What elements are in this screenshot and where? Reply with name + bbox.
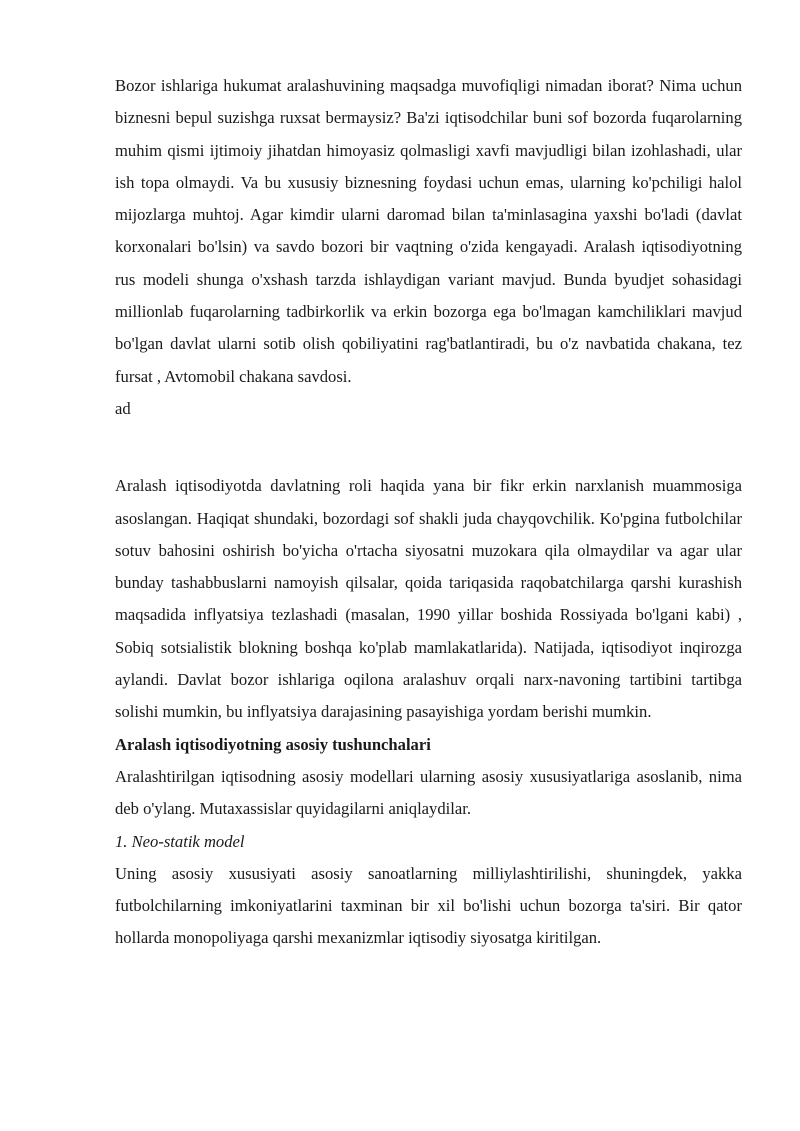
subsection-heading: 1. Neo-statik model	[115, 831, 245, 851]
paragraph-neo-statik: Uning asosiy xususiyati asosiy sanoatlarning milliylashtirilishi, shuningdek, yakka futbolchilarning imkoniyatlarini taxminan bir xil bo'lishi uchun bozorga ta'siri. Bir qator hollarda monopoliyaga qarshi mexanizmlar iqtisodiy siyosatga kiritilgan.	[115, 863, 742, 948]
section-heading: Aralash iqtisodiyotning asosiy tushunchalari	[115, 734, 431, 754]
paragraph-gap	[115, 425, 742, 470]
paragraph-pricing: Aralash iqtisodiyotda davlatning roli haqida yana bir fikr erkin narxlanish muammosiga asoslangan. Haqiqat shundaki, bozordagi sof shakli juda chayqovchilik. Ko'pgina futbolchilar sotuv bahosini oshirish bo'yicha o'rtacha siyosatni muzokara qila olmaydilar va agar ular bunday tashabbuslarni namoyish qilsalar, qoida tariqasida raqobatchilarga qarshi kurashish maqsadida inflyatsiya tezlashadi (masalan, 1990 yillar boshida Rossiyada bo'lgani kabi) , Sobiq sotsialistik blokning boshqa ko'plab mamlakatlarida). Natijada, iqtisodiyot inqirozga aylandi. Davlat bozor ishlariga oqilona aralashuv orqali narx-navoning tartibini tartibga solishi mumkin, bu inflyatsiya darajasining pasayishiga yordam berishi mumkin.	[115, 476, 742, 722]
paragraph-models-intro: Aralashtirilgan iqtisodning asosiy modellari ularning asosiy xususiyatlariga asoslanib, nima deb o'ylang. Mutaxassislar quyidagilarni aniqlaydilar.	[115, 766, 742, 819]
paragraph-market-intervention: Bozor ishlariga hukumat aralashuvining maqsadga muvofiqligi nimadan iborat? Nima uchun biznesni bepul suzishga ruxsat bermaysiz? Ba'zi iqtisodchilar buni sof bozorda fuqarolarning muhim qismi ijtimoiy jihatdan himoyasiz qolmasligi xavfi mavjudligi bilan izohlashadi, ular ish topa olmaydi. Va bu xususiy biznesning foydasi uchun emas, ularning ko'pchiligi halol mijozlarga muhtoj. Agar kimdir ularni daromad bilan ta'minlasagina yaxshi bo'ladi (davlat korxonalari bo'lsin) va savdo bozori bir vaqtning o'zida kengayadi. Aralash iqtisodiyotning rus modeli shunga o'xshash tarzda ishlaydigan variant mavjud. Bunda byudjet sohasidagi millionlab fuqarolarning tadbirkorlik va erkin bozorga ega bo'lmagan kamchiliklari mavjud bo'lgan davlat ularni sotib olish qobiliyatini rag'batlantiradi, bu o'z navbatida chakana, tez fursat , Avtomobil chakana savdosi.	[115, 76, 742, 386]
paragraph-ad-note: ad	[115, 398, 131, 418]
document-page	[115, 70, 742, 955]
